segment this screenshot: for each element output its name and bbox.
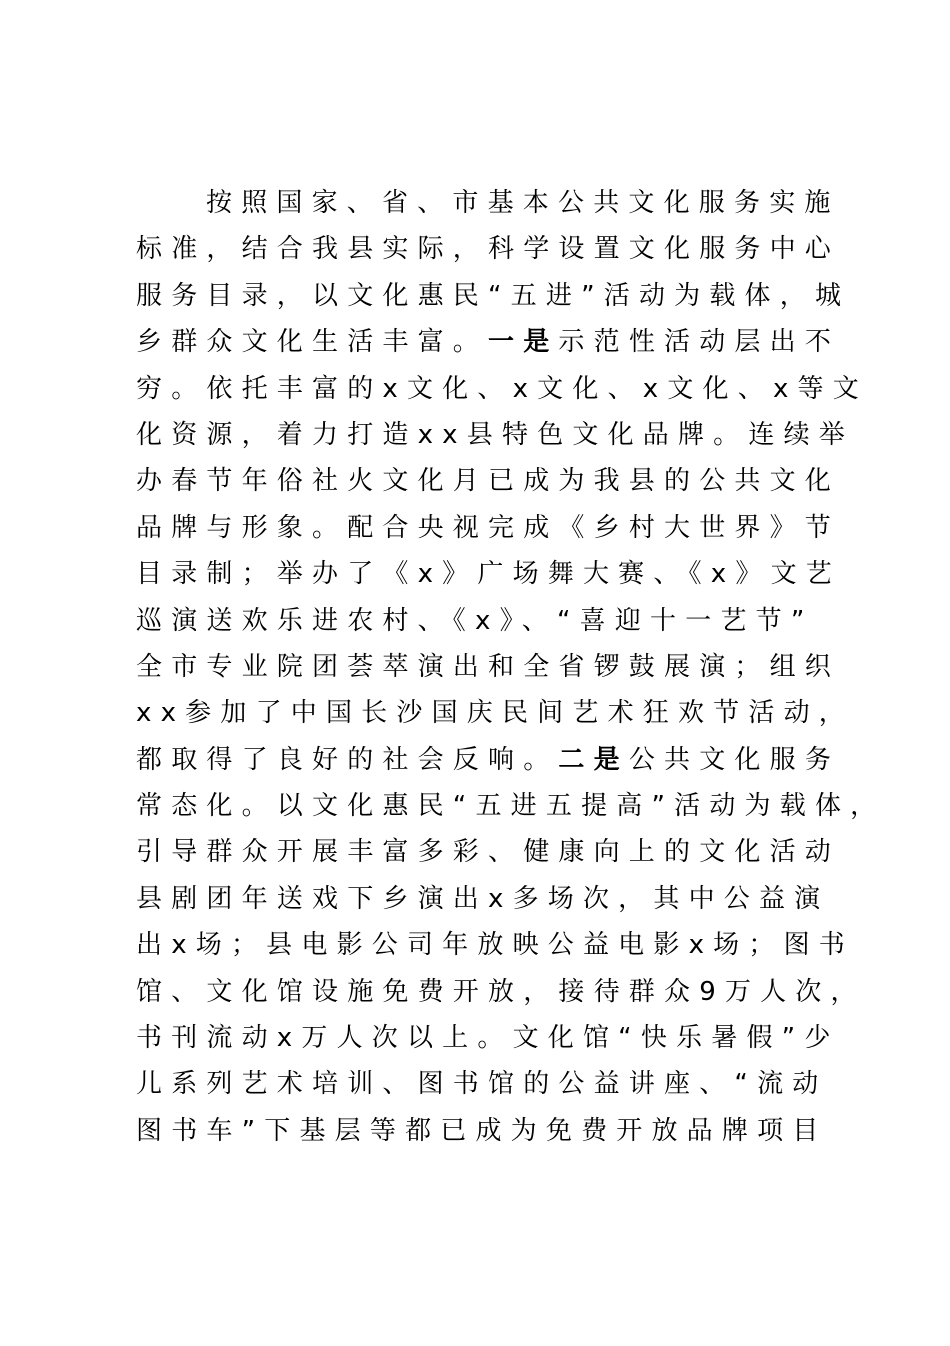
text-run: 目录制；举办了《x》广场舞大赛、《x》文艺 [136,559,841,590]
text-run: 出x场；县电影公司年放映公益电影x场；图书 [136,930,854,961]
text-run: 常态化。以文化惠民“五进五提高”活动为载体， [136,791,886,822]
text-run: xx参加了中国长沙国庆民间艺术狂欢节活动， [136,698,854,729]
text-run: 办春节年俗社火文化月已成为我县的公共文化 [136,466,841,497]
text-line [136,180,856,226]
text-run: 都取得了良好的社会反响。 [136,744,559,775]
text-run: 图书车”下基层等都已成为免费开放品牌项目 [136,1115,828,1146]
text-run: 示范性活动层出不 [558,327,841,358]
text-run: 巡演送欢乐进农村、《x》、“喜迎十一艺节” [136,605,814,636]
text-run: 穷。依托丰富的x文化、x文化、x文化、x等文 [136,373,868,404]
text-run: 乡群众文化生活丰富。 [136,327,489,358]
text-run: 按照国家、省、市基本公共文化服务实施 [206,188,840,218]
text-line [136,1061,856,1107]
text-line [136,1015,856,1061]
text-line [136,690,856,736]
text-run: 县剧团年送戏下乡演出x多场次，其中公益演 [136,883,830,914]
text-line [136,458,856,504]
text-run: 书刊流动x万人次以上。文化馆“快乐暑假”少 [136,1023,840,1054]
text-line [136,1108,856,1154]
text-run: 全市专业院团荟萃演出和全省锣鼓展演；组织 [136,651,841,682]
text-line [136,644,856,690]
text-run: 品牌与形象。配合央视完成《乡村大世界》节 [136,512,841,543]
text-line [136,226,856,272]
text-run: 引导群众开展丰富多彩、健康向上的文化活动 [136,837,841,868]
text-line [136,551,856,597]
text-line [136,505,856,551]
text-run: 服务目录，以文化惠民“五进”活动为载体，城 [136,280,851,311]
text-run: 儿系列艺术培训、图书馆的公益讲座、“流动 [136,1069,828,1100]
emphasis-label: 二是 [558,744,629,775]
text-line [136,319,856,365]
text-line [136,876,856,922]
text-line [136,922,856,968]
text-run: 标准，结合我县实际，科学设置文化服务中心 [136,234,841,265]
text-line [136,737,856,783]
text-line [136,598,856,644]
text-line [136,366,868,412]
text-line [136,412,856,458]
text-line [136,273,856,319]
text-run: 馆、文化馆设施免费开放，接待群众9万人次， [136,976,866,1007]
text-line [136,783,886,829]
body-paragraph [136,180,886,1154]
text-run: 化资源，着力打造xx县特色文化品牌。连续举 [136,419,854,450]
text-line [136,829,856,875]
text-line [136,969,866,1015]
text-run: 公共文化服务 [628,744,841,775]
emphasis-label: 一是 [488,327,559,358]
